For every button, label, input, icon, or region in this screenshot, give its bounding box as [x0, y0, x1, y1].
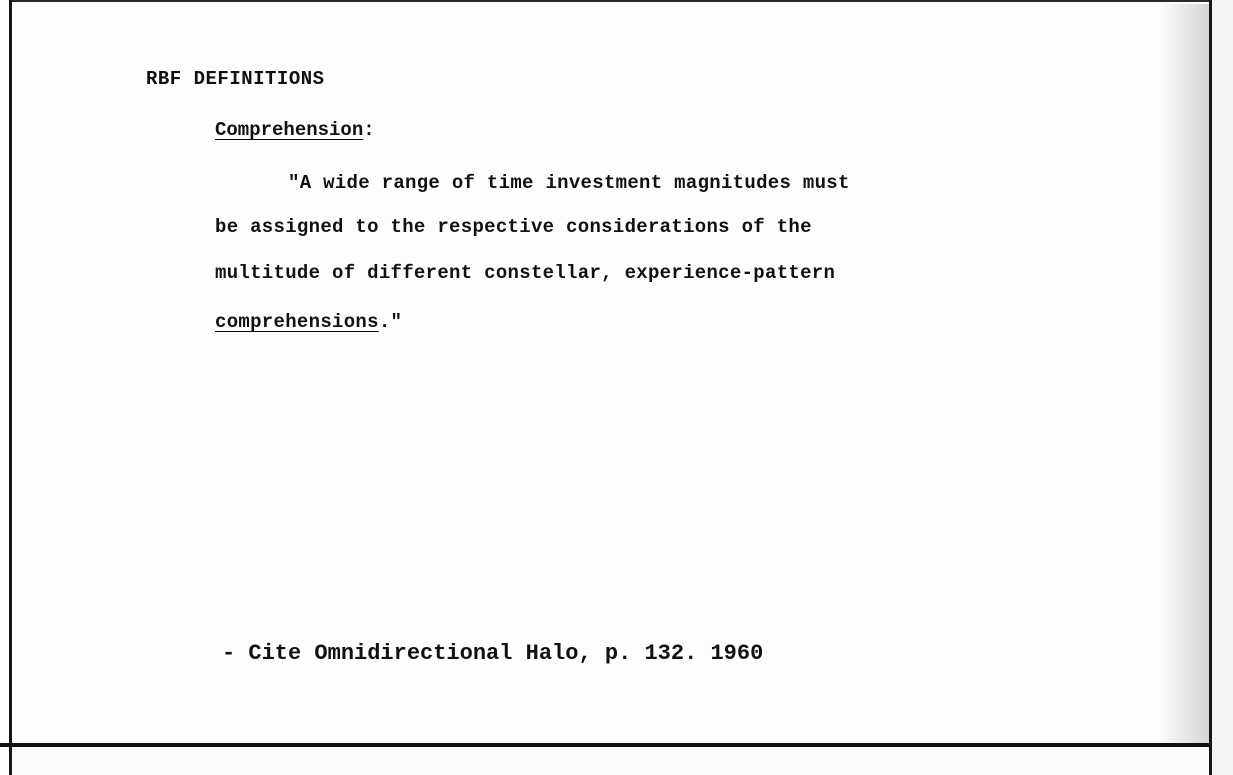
quote-line-4 — [215, 311, 402, 333]
card-heading: RBF DEFINITIONS — [146, 68, 325, 90]
quote-line-2: be assigned to the respective considerations of the — [215, 216, 812, 238]
scan-right-margin — [1212, 0, 1233, 775]
term-heading — [215, 119, 375, 141]
term-label: Comprehension — [215, 119, 364, 141]
card-border-top — [9, 0, 1212, 2]
next-card-edge — [12, 747, 1209, 775]
quote-underlined-word: comprehensions — [215, 311, 379, 333]
card-border-bottom — [0, 743, 1212, 747]
source-citation: - Cite Omnidirectional Halo, p. 132. 1960 — [222, 641, 764, 666]
quote-closing: ." — [378, 311, 403, 333]
quote-line-1: "A wide range of time investment magnitudes must — [288, 172, 850, 194]
scan-edge-shadow — [1160, 4, 1209, 743]
quote-line-3: multitude of different constellar, experience-pattern — [215, 262, 836, 284]
card-border-left — [9, 0, 12, 775]
term-colon: : — [363, 119, 375, 141]
card-border-right — [1209, 0, 1212, 775]
